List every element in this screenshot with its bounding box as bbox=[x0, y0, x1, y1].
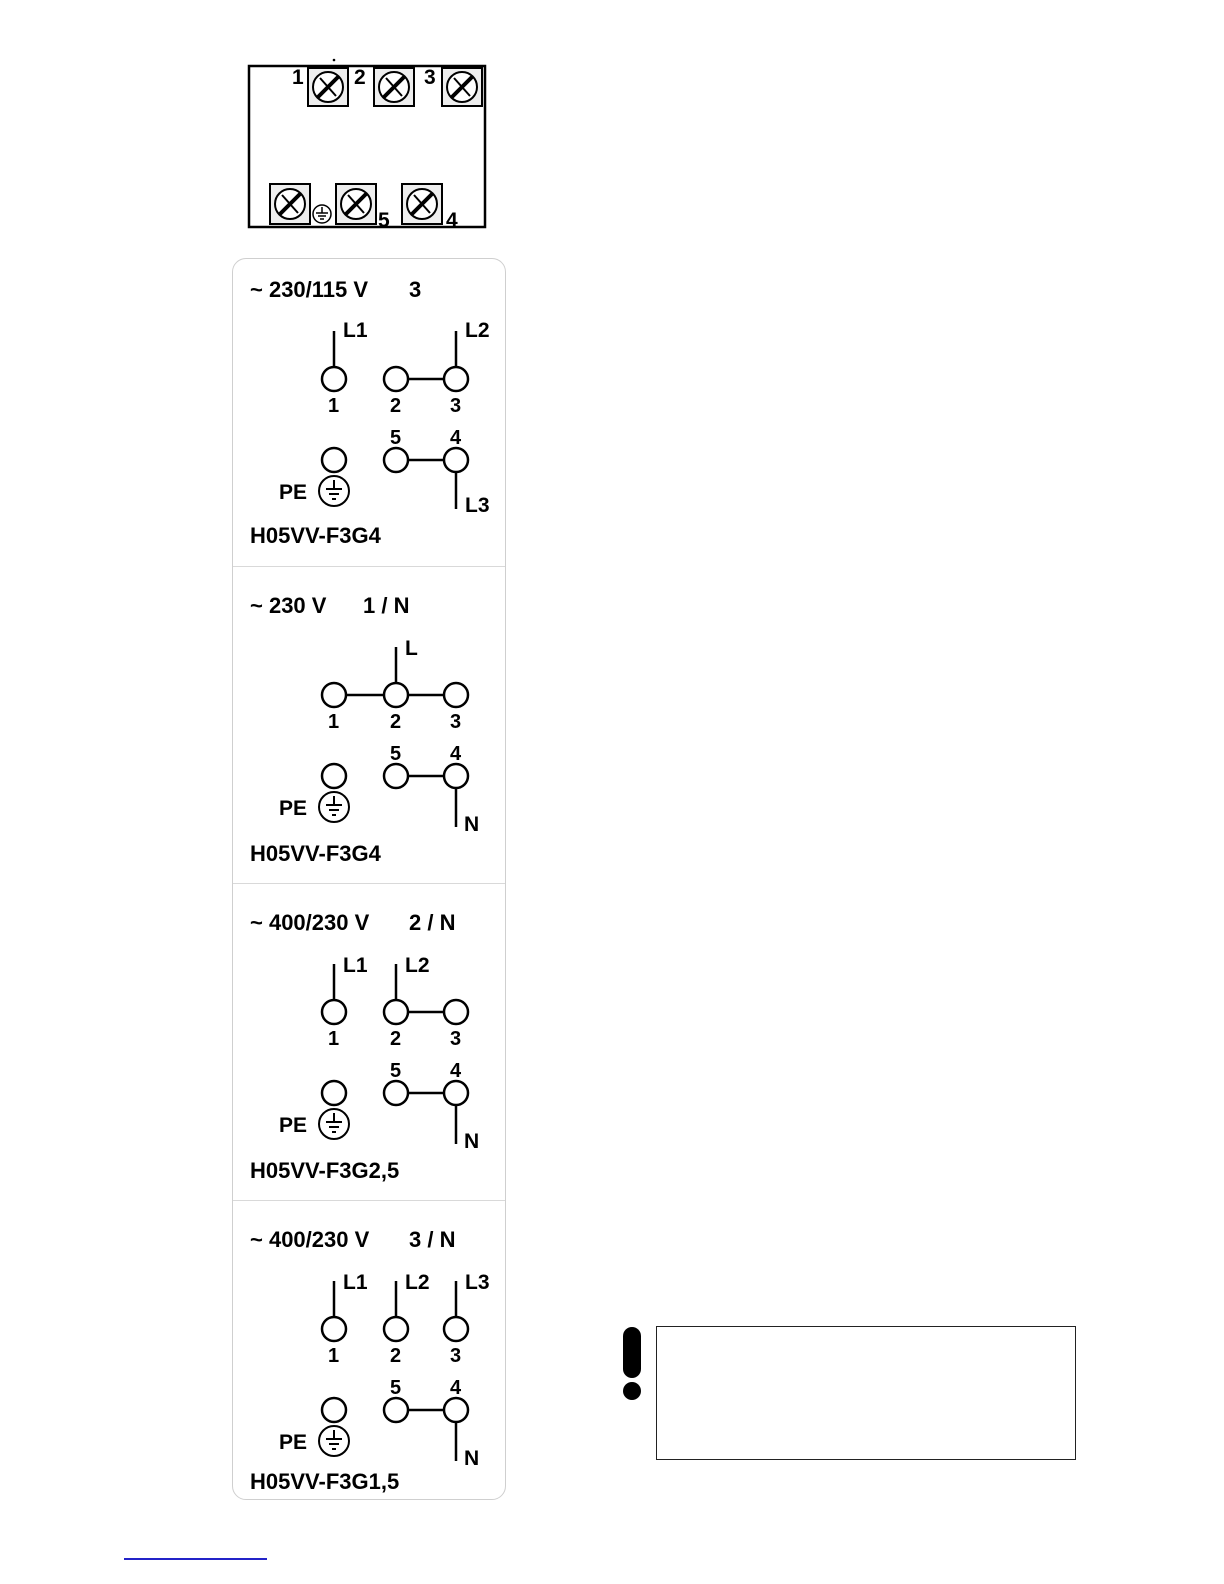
wiring-section-400-230v-2n bbox=[233, 883, 505, 1201]
line-label-l3: L3 bbox=[465, 494, 490, 517]
cable-type-label: H05VV-F3G4 bbox=[250, 841, 381, 866]
line-label-n: N bbox=[464, 1130, 480, 1153]
voltage-label: ~ 400/230 V bbox=[250, 1227, 370, 1252]
pe-label: PE bbox=[279, 1114, 308, 1137]
terminal-number: 4 bbox=[450, 743, 462, 765]
cable-type-label: H05VV-F3G1,5 bbox=[250, 1469, 400, 1494]
terminal-number: 5 bbox=[390, 1060, 402, 1082]
terminal-label-1: 1 bbox=[292, 66, 304, 89]
terminal-pe bbox=[322, 1081, 346, 1105]
terminal-5 bbox=[384, 448, 408, 472]
terminal-number: 4 bbox=[450, 427, 462, 449]
terminal-3 bbox=[444, 1000, 468, 1024]
terminal-1 bbox=[322, 1317, 346, 1341]
terminal-1 bbox=[322, 367, 346, 391]
screw-terminal-icon bbox=[336, 184, 376, 224]
voltage-label: ~ 400/230 V bbox=[250, 910, 370, 935]
terminal-number: 2 bbox=[390, 395, 402, 417]
phase-label: 1 / N bbox=[363, 593, 410, 618]
screw-terminal-icon bbox=[308, 68, 348, 106]
terminal-number: 3 bbox=[450, 1028, 462, 1050]
terminal-4 bbox=[444, 764, 468, 788]
cable-type-label: H05VV-F3G4 bbox=[250, 523, 381, 548]
terminal-number: 3 bbox=[450, 1345, 462, 1367]
terminal-number: 2 bbox=[390, 711, 402, 733]
warning-note-box bbox=[656, 1326, 1076, 1460]
wiring-section-230-115v-3 bbox=[233, 259, 505, 576]
cable-type-label: H05VV-F3G2,5 bbox=[250, 1158, 400, 1183]
terminal-5 bbox=[384, 764, 408, 788]
terminal-3 bbox=[444, 1317, 468, 1341]
line-label-l1: L1 bbox=[343, 319, 368, 342]
terminal-2 bbox=[384, 1317, 408, 1341]
terminal-number: 2 bbox=[390, 1028, 402, 1050]
terminal-3 bbox=[444, 683, 468, 707]
earth-ground-icon bbox=[319, 792, 349, 822]
terminal-2 bbox=[384, 683, 408, 707]
terminal-4 bbox=[444, 448, 468, 472]
pe-label: PE bbox=[279, 1431, 308, 1454]
line-label-l2: L2 bbox=[405, 954, 430, 977]
line-label-l2: L2 bbox=[465, 319, 490, 342]
screw-terminal-icon bbox=[270, 184, 310, 224]
terminal-number: 5 bbox=[390, 743, 402, 765]
pe-label: PE bbox=[279, 481, 308, 504]
terminal-number: 4 bbox=[450, 1060, 462, 1082]
line-label-l1: L1 bbox=[343, 954, 368, 977]
terminal-number: 3 bbox=[450, 711, 462, 733]
terminal-number: 5 bbox=[390, 427, 402, 449]
pe-label: PE bbox=[279, 797, 308, 820]
earth-ground-icon bbox=[319, 1109, 349, 1139]
terminal-label-3: 3 bbox=[424, 66, 436, 89]
terminal-2 bbox=[384, 1000, 408, 1024]
terminal-4 bbox=[444, 1081, 468, 1105]
terminal-label-5: 5 bbox=[378, 209, 390, 232]
terminal-label-4: 4 bbox=[446, 209, 458, 232]
terminal-number: 1 bbox=[328, 1345, 340, 1367]
terminal-1 bbox=[322, 683, 346, 707]
terminal-3 bbox=[444, 367, 468, 391]
terminal-number: 1 bbox=[328, 395, 340, 417]
voltage-label: ~ 230/115 V bbox=[250, 277, 369, 302]
terminal-5 bbox=[384, 1398, 408, 1422]
line-label-n: N bbox=[464, 1447, 480, 1470]
line-label-l3: L3 bbox=[465, 1271, 490, 1294]
phase-label: 2 / N bbox=[409, 910, 456, 935]
phase-label: 3 / N bbox=[409, 1227, 456, 1252]
terminal-2 bbox=[384, 367, 408, 391]
wiring-diagrams-panel bbox=[232, 258, 506, 1500]
terminal-5 bbox=[384, 1081, 408, 1105]
phase-label: 3 bbox=[409, 277, 422, 302]
wiring-section-230v-1n bbox=[233, 566, 505, 884]
screw-terminal-icon bbox=[374, 68, 414, 106]
terminal-number: 2 bbox=[390, 1345, 402, 1367]
terminal-pe bbox=[322, 448, 346, 472]
line-label-l2: L2 bbox=[405, 1271, 430, 1294]
line-label-l: L bbox=[405, 637, 418, 660]
line-label-n: N bbox=[464, 813, 480, 836]
screw-terminal-icon bbox=[442, 68, 482, 106]
terminal-pe bbox=[322, 764, 346, 788]
terminal-4 bbox=[444, 1398, 468, 1422]
terminal-pe bbox=[322, 1398, 346, 1422]
voltage-label: ~ 230 V bbox=[250, 593, 327, 618]
terminal-label-2: 2 bbox=[354, 66, 366, 89]
line-label-l1: L1 bbox=[343, 1271, 368, 1294]
earth-ground-icon bbox=[319, 476, 349, 506]
screw-terminal-icon bbox=[402, 184, 442, 224]
terminal-number: 1 bbox=[328, 1028, 340, 1050]
terminal-1 bbox=[322, 1000, 346, 1024]
wiring-section-400-230v-3n bbox=[233, 1200, 505, 1500]
earth-ground-icon bbox=[313, 205, 331, 223]
terminal-block-diagram bbox=[244, 56, 492, 232]
earth-ground-icon bbox=[319, 1426, 349, 1456]
terminal-number: 4 bbox=[450, 1377, 462, 1399]
exclamation-warning-icon bbox=[620, 1325, 644, 1401]
terminal-number: 1 bbox=[328, 711, 340, 733]
terminal-number: 3 bbox=[450, 395, 462, 417]
terminal-number: 5 bbox=[390, 1377, 402, 1399]
footer-divider bbox=[124, 1558, 267, 1560]
